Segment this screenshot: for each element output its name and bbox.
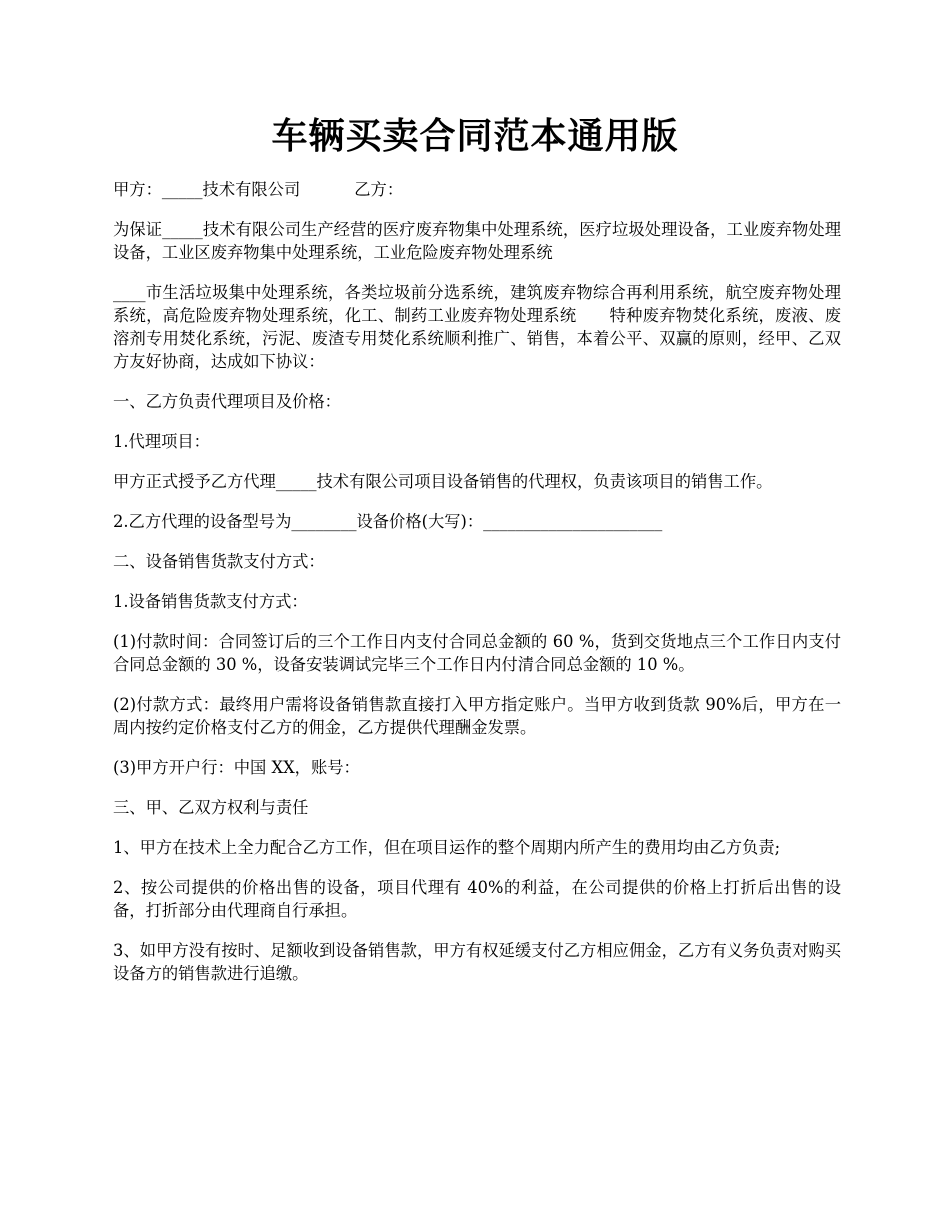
payment-time: (1)付款时间：合同签订后的三个工作日内支付合同总金额的 60 %，货到交货地点三个工作日内支付合同总金额的 30 %，设备安装调试完毕三个工作日内付清合同总金额的 10 %。 [113, 632, 841, 674]
paragraph-purpose-2: ____市生活垃圾集中处理系统，各类垃圾前分选系统，建筑废弃物综合再利用系统，航空废弃物处理系统，高危险废弃物处理系统，化工、制药工业废弃物处理系统 特种废弃物焚化系统，废液、废溶剂专用焚化系统，污泥、废渣专用焚化系统顺利推广、销售，本着公平、双赢的原则，经甲、乙双方友好协商，达成如下协议： [113, 283, 841, 371]
document-body [113, 178, 841, 1002]
payment-method: (2)付款方式：最终用户需将设备销售款直接打入甲方指定账户。当甲方收到货款 90%后，甲方在一周内按约定价格支付乙方的佣金，乙方提供代理酬金发票。 [113, 695, 841, 737]
paragraph-purpose-1: 为保证_____技术有限公司生产经营的医疗废弃物集中处理系统，医疗垃圾处理设备，工业废弃物处理设备，工业区废弃物集中处理系统，工业危险废弃物处理系统 [113, 220, 841, 262]
section-heading-1: 一、乙方负责代理项目及价格： [113, 392, 341, 411]
clause-1-text: 甲方正式授予乙方代理_____技术有限公司项目设备销售的代理权，负责该项目的销售工作。 [113, 472, 773, 491]
bank-account: (3)甲方开户行：中国 XX，账号： [113, 758, 360, 777]
duty-1: 1、甲方在技术上全力配合乙方工作，但在项目运作的整个周期内所产生的费用均由乙方负责; [113, 838, 781, 857]
document-title: 车辆买卖合同范本通用版 [271, 115, 679, 157]
section-heading-2: 二、设备销售货款支付方式： [113, 552, 325, 571]
party-a: 甲方：_____技术有限公司 [113, 180, 301, 199]
parties-line [113, 178, 841, 201]
section-heading-3: 三、甲、乙双方权利与责任 [113, 798, 309, 817]
duty-3: 3、如甲方没有按时、足额收到设备销售款，甲方有权延缓支付乙方相应佣金，乙方有义务负责对购买设备方的销售款进行追缴。 [113, 941, 841, 983]
duty-2: 2、按公司提供的价格出售的设备，项目代理有 40%的利益，在公司提供的价格上打折后出售的设备，打折部分由代理商自行承担。 [113, 878, 841, 920]
clause-1-heading: 1.代理项目： [113, 432, 210, 451]
party-b: 乙方： [354, 180, 404, 199]
clause-2-text: 2.乙方代理的设备型号为________设备价格(大写)：______________________ [113, 512, 663, 531]
payment-heading: 1.设备销售货款支付方式： [113, 592, 308, 611]
